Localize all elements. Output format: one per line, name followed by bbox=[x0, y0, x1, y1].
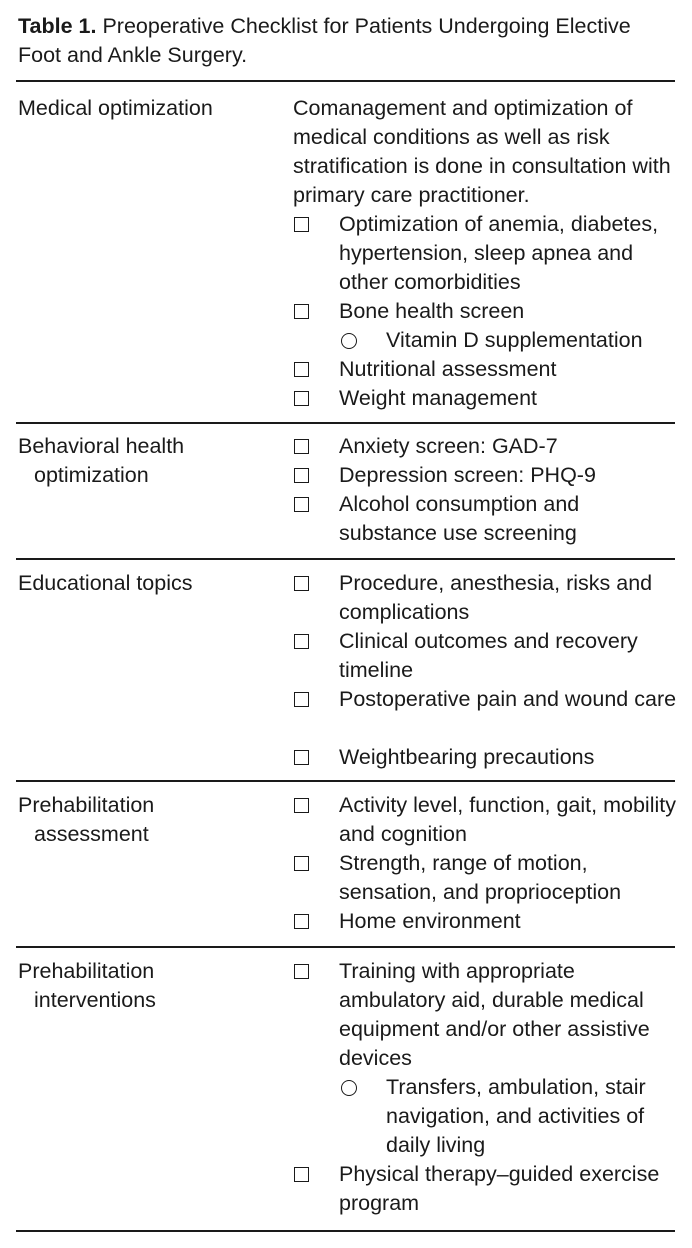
section-divider bbox=[16, 780, 675, 782]
checkbox-icon[interactable] bbox=[294, 750, 309, 765]
subitem-text: Vitamin D supplementation bbox=[386, 328, 643, 352]
section-divider bbox=[16, 946, 675, 948]
caption-title: Preoperative Checklist for Patients Undergoing Elective Foot and Ankle Surgery. bbox=[18, 14, 631, 67]
bottom-rule bbox=[16, 1230, 675, 1232]
checkbox-icon[interactable] bbox=[294, 362, 309, 377]
section-title-line: assessment bbox=[34, 822, 149, 846]
section-prehab-interventions bbox=[0, 957, 692, 1227]
checkbox-icon[interactable] bbox=[294, 576, 309, 591]
checkbox-icon[interactable] bbox=[294, 304, 309, 319]
item-text: Bone health screen bbox=[339, 299, 525, 323]
section-title-line: interventions bbox=[34, 988, 156, 1012]
section-medical-optimization bbox=[0, 94, 692, 414]
checkbox-icon[interactable] bbox=[294, 856, 309, 871]
table-caption bbox=[18, 12, 658, 70]
item-text: Clinical outcomes and recovery timeline bbox=[339, 629, 638, 682]
checkbox-icon[interactable] bbox=[294, 391, 309, 406]
item-text: Activity level, function, gait, mobility and cognition bbox=[339, 793, 676, 846]
item-text: Alcohol consumption and substance use screening bbox=[339, 492, 580, 545]
checkbox-icon[interactable] bbox=[294, 798, 309, 813]
section-educational-topics bbox=[0, 569, 692, 779]
item-text: Weight management bbox=[339, 386, 537, 410]
subitem-text: Transfers, ambulation, stair navigation, and activities of daily living bbox=[386, 1075, 646, 1157]
item-text: Procedure, anesthesia, risks and complications bbox=[339, 571, 653, 624]
item-text: Physical therapy–guided exercise program bbox=[339, 1162, 660, 1215]
section-title bbox=[18, 432, 258, 490]
checkbox-icon[interactable] bbox=[294, 914, 309, 929]
caption-label: Table 1. bbox=[18, 14, 97, 38]
checkbox-icon[interactable] bbox=[294, 964, 309, 979]
section-title bbox=[18, 791, 258, 849]
item-text: Optimization of anemia, diabetes, hypertension, sleep apnea and other comorbidities bbox=[339, 212, 659, 294]
item-text: Anxiety screen: GAD-7 bbox=[339, 434, 558, 458]
section-title-line: optimization bbox=[34, 463, 149, 487]
checkbox-icon[interactable] bbox=[294, 497, 309, 512]
section-title-line: Medical optimization bbox=[18, 96, 213, 120]
section-title-line: Prehabilitation bbox=[18, 959, 155, 983]
checkbox-icon[interactable] bbox=[294, 439, 309, 454]
top-rule bbox=[16, 80, 675, 82]
checkbox-icon[interactable] bbox=[294, 217, 309, 232]
section-note: Comanagement and optimization of medical conditions as well as risk stratification is done in consultation with primary care practitioner. bbox=[293, 96, 671, 207]
item-text: Strength, range of motion, sensation, and proprioception bbox=[339, 851, 622, 904]
checkbox-icon[interactable] bbox=[294, 468, 309, 483]
section-title bbox=[18, 94, 258, 123]
section-title-line: Educational topics bbox=[18, 571, 193, 595]
checkbox-icon[interactable] bbox=[294, 634, 309, 649]
item-text: Nutritional assessment bbox=[339, 357, 557, 381]
section-behavioral-health bbox=[0, 432, 692, 552]
item-text: Weightbearing precautions bbox=[339, 745, 595, 769]
checkbox-icon[interactable] bbox=[294, 692, 309, 707]
circle-bullet-icon bbox=[341, 1080, 357, 1096]
section-title bbox=[18, 569, 258, 598]
circle-bullet-icon bbox=[341, 333, 357, 349]
section-prehab-assessment bbox=[0, 791, 692, 941]
section-title-line: Prehabilitation bbox=[18, 793, 155, 817]
section-title bbox=[18, 957, 258, 1015]
item-text: Training with appropriate ambulatory aid, durable medical equipment and/or other assistive devices bbox=[339, 959, 650, 1070]
item-text: Depression screen: PHQ-9 bbox=[339, 463, 596, 487]
checkbox-icon[interactable] bbox=[294, 1167, 309, 1182]
section-title-line: Behavioral health bbox=[18, 434, 185, 458]
item-text: Home environment bbox=[339, 909, 521, 933]
section-divider bbox=[16, 558, 675, 560]
section-divider bbox=[16, 422, 675, 424]
item-text: Postoperative pain and wound care bbox=[339, 687, 677, 711]
